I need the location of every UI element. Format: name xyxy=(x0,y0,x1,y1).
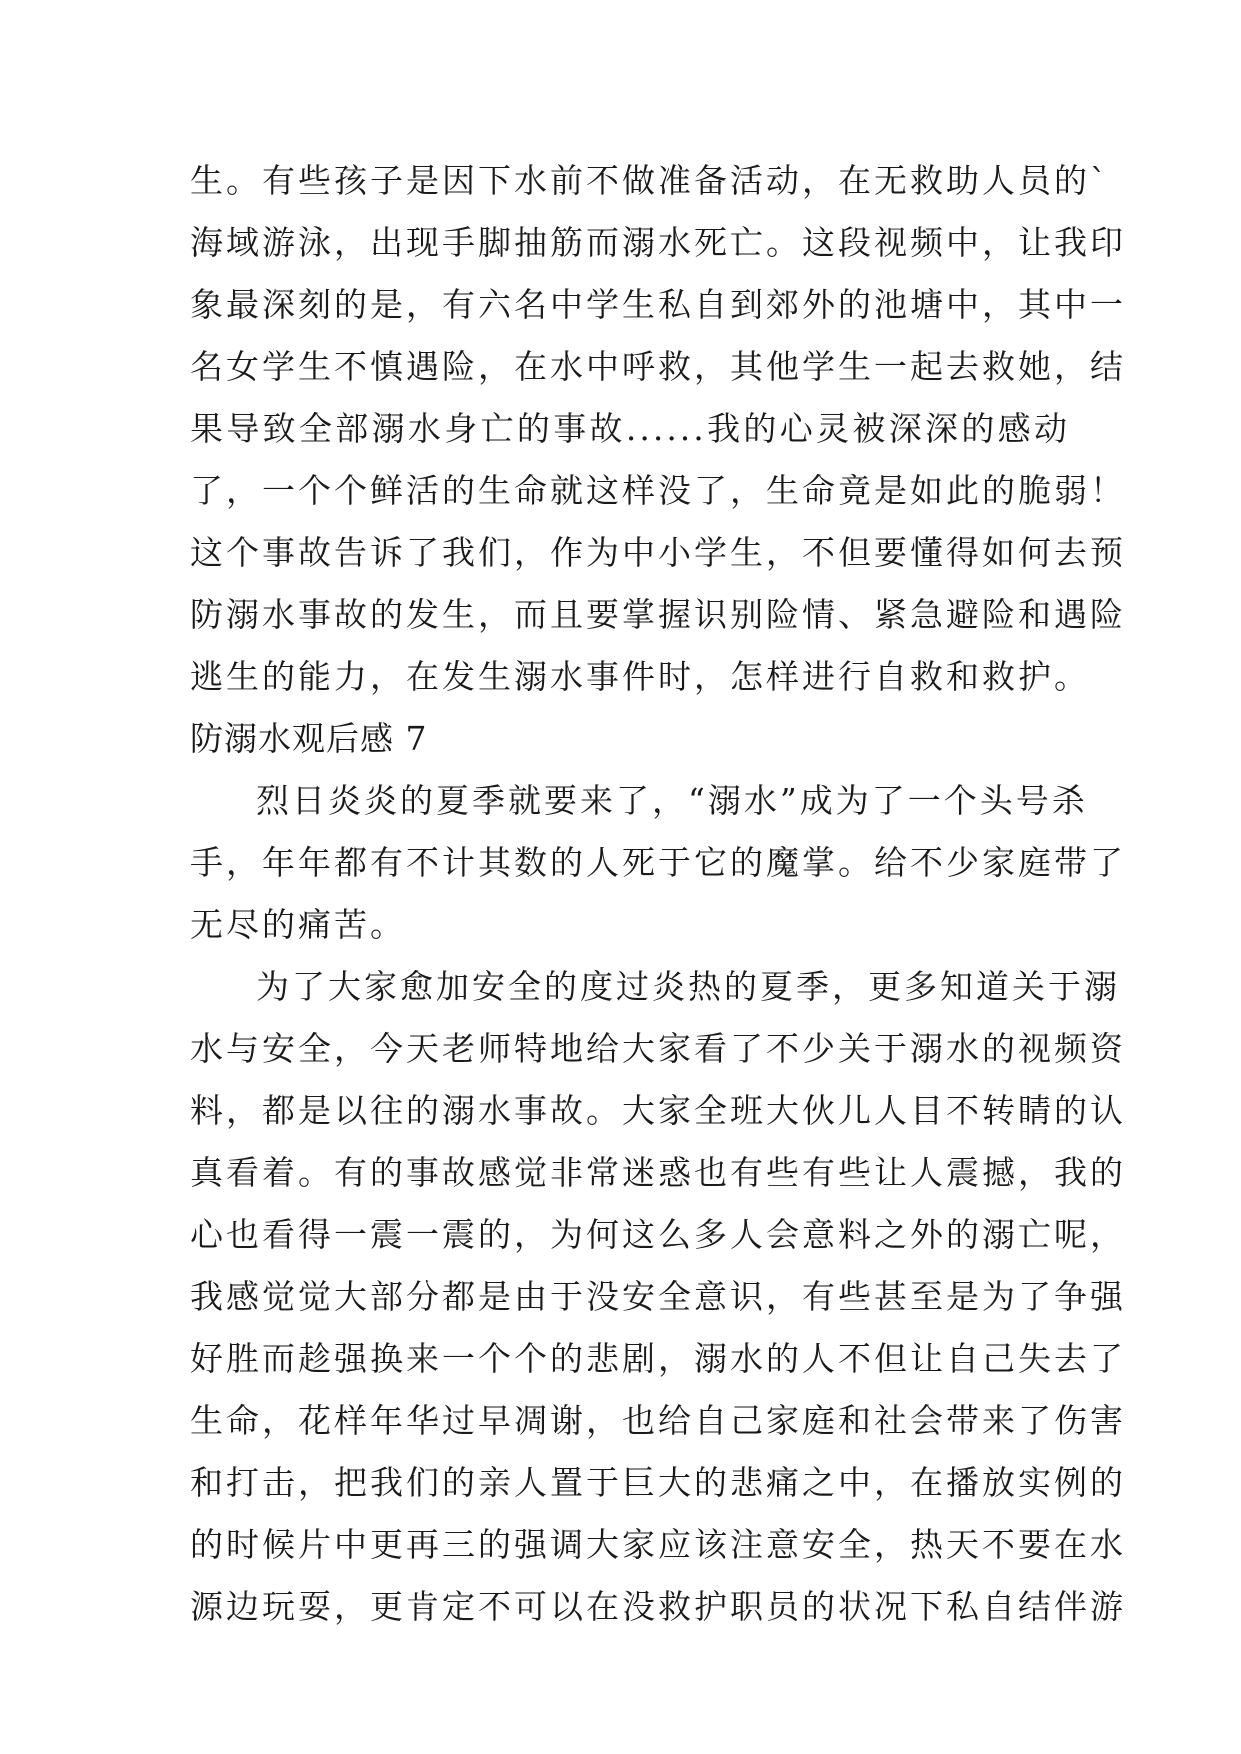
text-line: 名女学生不慎遇险，在水中呼救，其他学生一起去救她，结 xyxy=(190,347,1126,386)
document-body xyxy=(190,150,1126,1638)
text-line: 手，年年都有不计其数的人死于它的魔掌。给不少家庭带了 xyxy=(190,843,1126,882)
text-line: 生命，花样年华过早凋谢，也给自己家庭和社会带来了伤害 xyxy=(190,1401,1126,1440)
text-line: 防溺水事故的发生，而且要掌握识别险情、紧急避险和遇险 xyxy=(190,595,1126,634)
text-line: 象最深刻的是，有六名中学生私自到郊外的池塘中，其中一 xyxy=(190,285,1126,324)
text-line: 无尽的痛苦。 xyxy=(190,905,406,944)
text-line: 和打击，把我们的亲人置于巨大的悲痛之中，在播放实例的 xyxy=(190,1463,1126,1502)
text-line: 烈日炎炎的夏季就要来了，“溺水”成为了一个头号杀 xyxy=(256,781,1088,820)
text-line: 海域游泳，出现手脚抽筋而溺水死亡。这段视频中，让我印 xyxy=(190,223,1126,262)
text-line: 水与安全，今天老师特地给大家看了不少关于溺水的视频资 xyxy=(190,1029,1126,1068)
text-line: 为了大家愈加安全的度过炎热的夏季，更多知道关于溺 xyxy=(256,967,1120,1006)
text-line: 生。有些孩子是因下水前不做准备活动，在无救助人员的` xyxy=(190,161,1110,200)
text-line: 了，一个个鲜活的生命就这样没了，生命竟是如此的脆弱！ xyxy=(190,471,1126,510)
text-line: 心也看得一震一震的，为何这么多人会意料之外的溺亡呢， xyxy=(190,1215,1126,1254)
section-heading: 防溺水观后感 7 xyxy=(190,719,428,758)
text-line: 果导致全部溺水身亡的事故......我的心灵被深深的感动 xyxy=(190,409,1070,448)
text-line: 真看着。有的事故感觉非常迷惑也有些有些让人震撼，我的 xyxy=(190,1153,1126,1192)
text-line: 好胜而趁强换来一个个的悲剧，溺水的人不但让自己失去了 xyxy=(190,1339,1126,1378)
text-line: 的时候片中更再三的强调大家应该注意安全，热天不要在水 xyxy=(190,1525,1126,1564)
text-line: 这个事故告诉了我们，作为中小学生，不但要懂得如何去预 xyxy=(190,533,1126,572)
text-line: 我感觉觉大部分都是由于没安全意识，有些甚至是为了争强 xyxy=(190,1277,1126,1316)
text-line: 逃生的能力，在发生溺水事件时，怎样进行自救和救护。 xyxy=(190,657,1090,696)
text-line: 料，都是以往的溺水事故。大家全班大伙儿人目不转睛的认 xyxy=(190,1091,1126,1130)
text-line: 源边玩耍，更肯定不可以在没救护职员的状况下私自结伴游 xyxy=(190,1587,1126,1626)
